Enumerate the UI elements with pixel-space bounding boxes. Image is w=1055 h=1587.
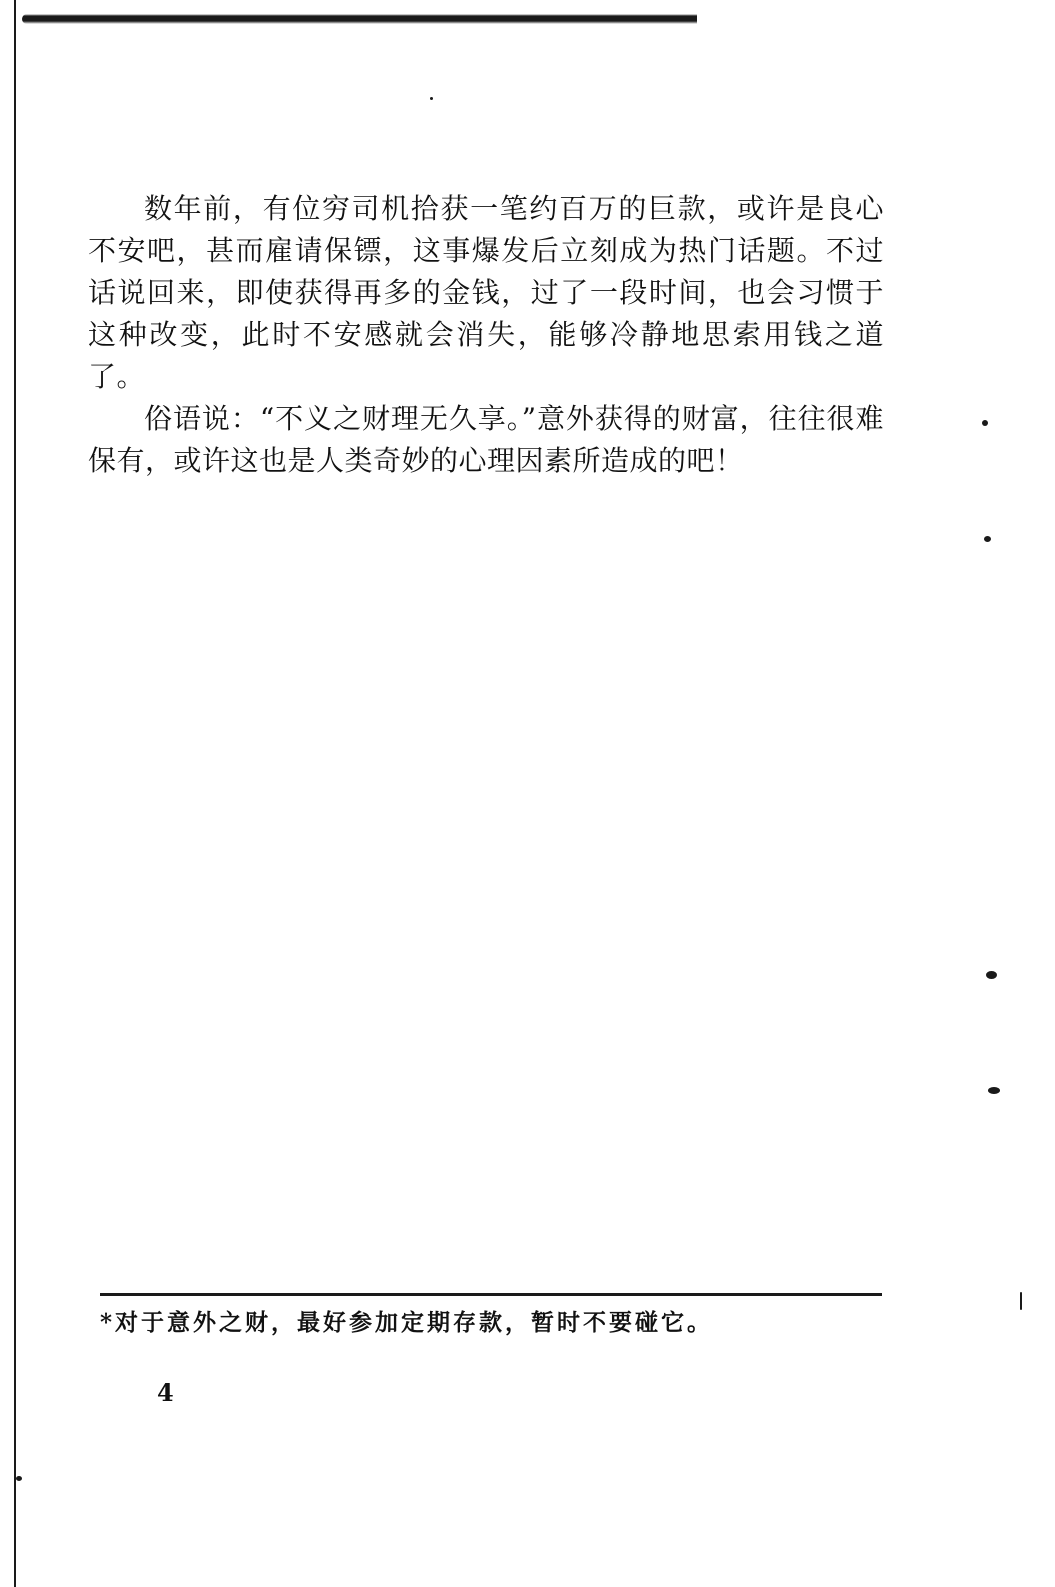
scan-speck <box>430 97 433 100</box>
page-number: 4 <box>157 1378 174 1407</box>
paragraph-1: 数年前，有位穷司机拾获一笔约百万的巨款，或许是良心不安吧，甚而雇请保镖，这事爆发后立刻成为热门话题。不过话说回来，即使获得再多的金钱，过了一段时间，也会习惯于这种改变，此时不安感就会消失，能够冷静地思索用钱之道了。 <box>88 192 884 393</box>
scan-speck <box>16 1476 22 1481</box>
top-rule <box>22 14 697 24</box>
scan-speck <box>982 420 988 426</box>
scan-speck <box>986 971 997 979</box>
body-text <box>88 188 884 482</box>
paragraph-2: 俗语说：“不义之财理无久享。”意外获得的财富，往往很难保有，或许这也是人类奇妙的心理因素所造成的吧！ <box>88 402 884 477</box>
footnote-rule <box>100 1293 882 1296</box>
scan-speck <box>984 536 991 542</box>
scan-speck <box>1020 1292 1022 1310</box>
scan-speck <box>988 1087 1000 1094</box>
page-left-edge <box>14 0 16 1587</box>
footnote: *对于意外之财，最好参加定期存款，暂时不要碰它。 <box>100 1309 714 1336</box>
